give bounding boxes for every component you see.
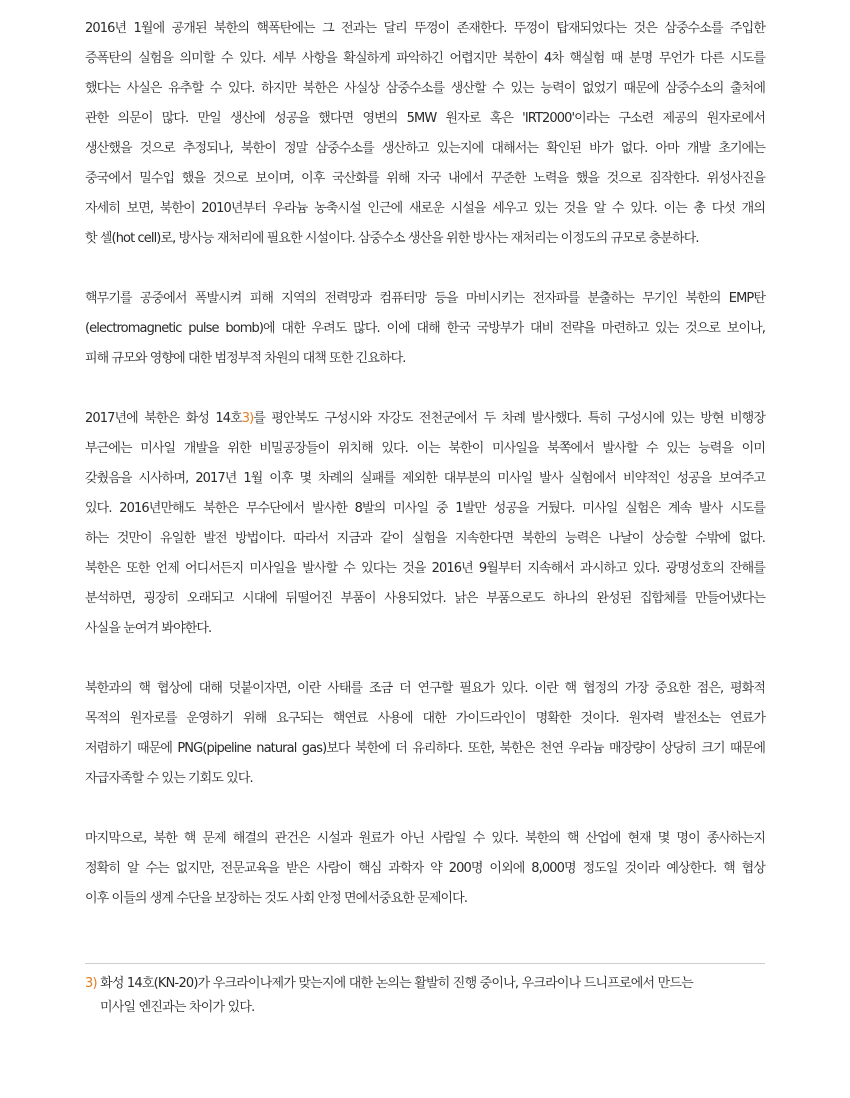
paragraph-4: [85, 674, 765, 794]
paragraph-1: [85, 14, 765, 254]
paragraph-1-line: 증폭탄의 실험을 의미할 수 있다. 세부 사항을 확실하게 파악하긴 어렵지만 북한이 4차 핵실험 때 분명 무언가 다른 시도를: [85, 51, 765, 66]
footnote-reference-link[interactable]: 3): [241, 411, 254, 426]
paragraph-2-line: (electromagnetic pulse bomb)에 대한 우려도 많다. 이에 대해 한국 국방부가 대비 전략을 마련하고 있는 것으로 보이나,: [85, 321, 765, 336]
paragraph-4-line: 저렴하기 때문에 PNG(pipeline natural gas)보다 북한에 더 유리하다. 또한, 북한은 천연 우라늄 매장량이 상당히 크기 때문에: [85, 741, 765, 756]
paragraph-3-line: 북한은 또한 언제 어디서든지 미사일을 발사할 수 있다는 것을 2016년 9월부터 지속해서 과시하고 있다. 광명성호의 잔해를: [85, 561, 765, 576]
paragraph-1-line: 생산했을 것으로 추정되나, 북한이 정말 삼중수소를 생산하고 있는지에 대해서는 확인된 바가 없다. 아마 개발 초기에는: [85, 141, 765, 156]
paragraph-3-line: 분석하면, 굉장히 오래되고 시대에 뒤떨어진 부품이 사용되었다. 낡은 부품으로도 하나의 완성된 집합체를 만들어냈다는: [85, 591, 765, 606]
paragraph-1-line: 핫 셀(hot cell)로, 방사능 재처리에 필요한 시설이다. 삼중수소 생산을 위한 방사는 재처리는 이정도의 규모로 충분하다.: [85, 231, 699, 246]
paragraph-2-line: 핵무기를 공중에서 폭발시켜 피해 지역의 전력망과 컴퓨터망 등을 마비시키는 전자파를 분출하는 무기인 북한의 EMP탄: [85, 291, 765, 306]
paragraph-1-line: 했다는 사실은 유추할 수 있다. 하지만 북한은 사실상 삼중수소를 생산할 수 있는 능력이 없었기 때문에 삼중수소의 출처에: [85, 81, 765, 96]
footnote-divider: [85, 963, 765, 964]
paragraph-3-text: 를 평안북도 구성시와 자강도 전천군에서 두 차례 발사했다. 특히 구성시에 있는 방현 비행장: [253, 411, 765, 426]
paragraph-1-line: 관한 의문이 많다. 만일 생산에 성공을 했다면 영변의 5MW 원자로 혹은 'IRT2000'이라는 구소련 제공의 원자로에서: [85, 111, 765, 126]
paragraph-3-line: 부근에는 미사일 개발을 위한 비밀공장들이 위치해 있다. 이는 북한이 미사일을 북쪽에서 발사할 수 있는 능력을 이미: [85, 441, 765, 456]
paragraph-5-line: 이후 이들의 생계 수단을 보장하는 것도 사회 안정 면에서중요한 문제이다.: [85, 891, 468, 906]
paragraph-2-line: 피해 규모와 영향에 대한 범정부적 차원의 대책 또한 긴요하다.: [85, 351, 406, 366]
footnote-text: 화성 14호(KN-20)가 우크라이나제가 맞는지에 대한 논의는 활발히 진행 중이나, 우크라이나 드니프로에서 만드는: [96, 976, 693, 991]
footnote-marker[interactable]: 3): [85, 976, 97, 991]
paragraph-1-line: 중국에서 밀수입 했을 것으로 보이며, 이후 국산화를 위해 자국 내에서 꾸준한 노력을 했을 것으로 짐작한다. 위성사진을: [85, 171, 765, 186]
paragraph-1-line: 자세히 보면, 북한이 2010년부터 우라늄 농축시설 인근에 새로운 시설을 세우고 있는 것을 알 수 있다. 이는 총 다섯 개의: [85, 201, 765, 216]
paragraph-2: [85, 284, 765, 374]
paragraph-3-line: 있다. 2016년만해도 북한은 무수단에서 발사한 8발의 미사일 중 1발만 성공을 거뒀다. 미사일 실험은 계속 발사 시도를: [85, 501, 765, 516]
footnote-continuation: 미사일 엔진과는 차이가 있다.: [100, 1000, 255, 1015]
footnote-line: [85, 972, 765, 996]
paragraph-3-first-line: [85, 404, 765, 434]
paragraph-4-line: 자급자족할 수 있는 기회도 있다.: [85, 771, 253, 786]
paragraph-4-line: 북한과의 핵 협상에 대해 덧붙이자면, 이란 사태를 조금 더 연구할 필요가 있다. 이란 핵 협정의 가장 중요한 점은, 평화적: [85, 681, 765, 696]
paragraph-3: [85, 404, 765, 644]
paragraph-5-line: 정확히 알 수는 없지만, 전문교육을 받은 사람이 핵심 과학자 약 200명 이외에 8,000명 정도일 것이라 예상한다. 핵 협상: [85, 861, 765, 876]
footnote: [85, 972, 765, 1020]
paragraph-3-line: 갖췄음을 시사하며, 2017년 1월 이후 몇 차례의 실패를 제외한 대부분의 미사일 발사 실험에서 비약적인 성공을 보여주고: [85, 471, 765, 486]
paragraph-3-line: 하는 것만이 유일한 발전 방법이다. 따라서 지금과 같이 실험을 지속한다면 북한의 능력은 나날이 상승할 수밖에 없다.: [85, 531, 765, 546]
paragraph-4-line: 목적의 원자로를 운영하기 위해 요구되는 핵연료 사용에 대한 가이드라인이 명확한 것이다. 원자력 발전소는 연료가: [85, 711, 765, 726]
paragraph-5: [85, 824, 765, 914]
paragraph-1-line: 2016년 1월에 공개된 북한의 핵폭탄에는 그 전과는 달리 뚜껑이 존재한다. 뚜껑이 탑재되었다는 것은 삼중수소를 주입한: [85, 21, 765, 36]
paragraph-5-line: 마지막으로, 북한 핵 문제 해결의 관건은 시설과 원료가 아닌 사람일 수 있다. 북한의 핵 산업에 현재 몇 명이 종사하는지: [85, 831, 765, 846]
paragraph-3-line: 사실을 눈여겨 봐야한다.: [85, 621, 212, 636]
document-body: [85, 14, 765, 944]
paragraph-3-text: 2017년에 북한은 화성 14호: [85, 411, 242, 426]
